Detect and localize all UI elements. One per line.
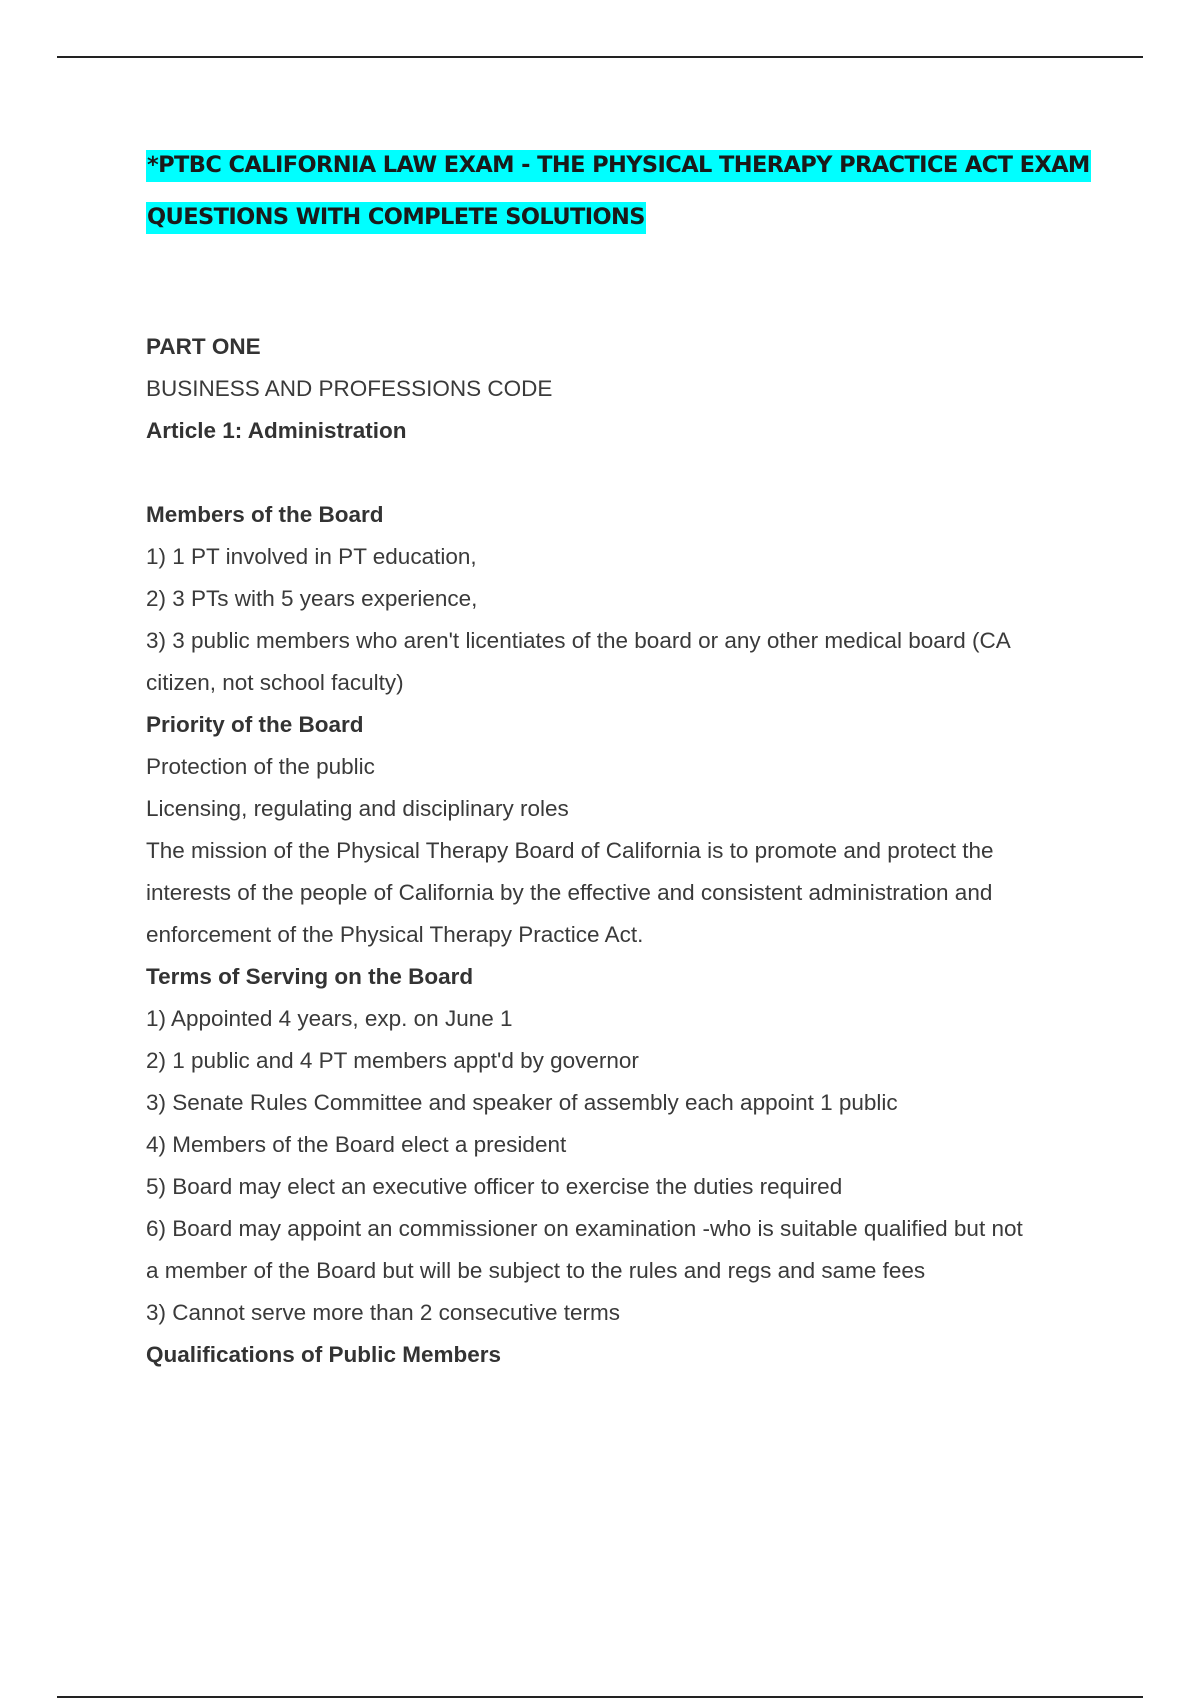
document-body [146,326,1096,1376]
terms-item: 3) Senate Rules Committee and speaker of assembly each appoint 1 public [146,1090,898,1115]
members-item: 3) 3 public members who aren't licentiates of the board or any other medical board (CA [146,628,1011,653]
priority-item: Protection of the public [146,754,375,779]
document-title [146,139,1106,243]
members-item: 2) 3 PTs with 5 years experience, [146,586,478,611]
terms-item: 3) Cannot serve more than 2 consecutive terms [146,1300,620,1325]
code-heading: BUSINESS AND PROFESSIONS CODE [146,376,553,401]
terms-item: a member of the Board but will be subject to the rules and regs and same fees [146,1258,926,1283]
article-heading: Article 1: Administration [146,418,407,443]
part-heading: PART ONE [146,334,261,359]
members-heading: Members of the Board [146,502,384,527]
terms-item: 5) Board may elect an executive officer to exercise the duties required [146,1174,843,1199]
members-item: citizen, not school faculty) [146,670,404,695]
terms-item: 6) Board may appoint an commissioner on examination -who is suitable qualified but not [146,1216,1023,1241]
top-rule [57,56,1143,58]
terms-item: 4) Members of the Board elect a president [146,1132,567,1157]
terms-item: 1) Appointed 4 years, exp. on June 1 [146,1006,513,1031]
terms-item: 2) 1 public and 4 PT members appt'd by governor [146,1048,639,1073]
mission-line: enforcement of the Physical Therapy Practice Act. [146,922,644,947]
priority-heading: Priority of the Board [146,712,364,737]
mission-line: interests of the people of California by the effective and consistent administration and [146,880,993,905]
bottom-rule [57,1696,1143,1698]
title-line-1: *PTBC CALIFORNIA LAW EXAM - THE PHYSICAL THERAPY PRACTICE ACT EXAM [146,150,1091,182]
title-line-2: QUESTIONS WITH COMPLETE SOLUTIONS [146,202,646,234]
priority-item: Licensing, regulating and disciplinary roles [146,796,569,821]
section-spacer [146,452,1096,494]
members-item: 1) 1 PT involved in PT education, [146,544,477,569]
terms-heading: Terms of Serving on the Board [146,964,474,989]
qualifications-heading: Qualifications of Public Members [146,1342,502,1367]
mission-line: The mission of the Physical Therapy Board of California is to promote and protect the [146,838,994,863]
